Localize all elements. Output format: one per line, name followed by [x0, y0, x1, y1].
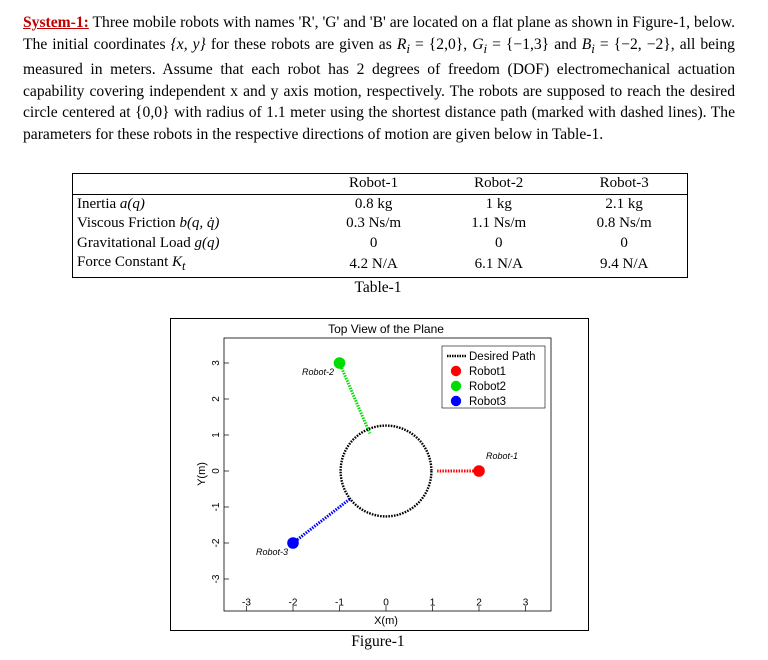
robot-2-label: Robot-2 — [301, 367, 335, 377]
y-tick-label: -3 — [211, 574, 222, 584]
legend-robot1: Robot1 — [469, 366, 507, 378]
y-tick-label: -1 — [211, 502, 222, 512]
y-tick-label: 2 — [211, 396, 222, 402]
table-cell: 4.2 N/A — [311, 253, 436, 277]
robot-2-marker — [334, 357, 346, 369]
legend-robot3: Robot3 — [469, 396, 507, 408]
legend-desired-path: Desired Path — [469, 351, 536, 363]
x-tick-label: -3 — [242, 597, 251, 609]
table-cell: 1 kg — [485, 195, 512, 212]
robot-3-label: Robot-3 — [255, 547, 289, 557]
header-robot-2: Robot-2 — [436, 174, 561, 195]
table-cell: 0.3 Ns/m — [346, 215, 402, 231]
legend-robot2-swatch — [451, 381, 461, 391]
table-cell: 0.8 kg — [354, 195, 393, 212]
x-tick-label: -2 — [288, 597, 298, 609]
y-tick-label: -2 — [211, 538, 222, 548]
table-cell: 2.1 kg — [561, 194, 687, 214]
x-tick-label: 2 — [476, 597, 482, 609]
table-caption: Table-1 — [354, 279, 402, 296]
x-axis-label: X(m) — [374, 615, 398, 627]
y-tick-label: 3 — [211, 360, 222, 366]
table-cell: 0.8 Ns/m — [561, 214, 687, 234]
table-cell: 0 — [494, 234, 503, 251]
problem-heading: System-1: — [23, 14, 89, 31]
header-robot-3: Robot-3 — [561, 174, 687, 195]
y-tick-label: 0 — [211, 468, 222, 474]
figure-caption: Figure-1 — [351, 633, 405, 650]
legend — [442, 346, 545, 408]
problem-statement: System-1: Three mobile robots with names 'R', 'G' and 'B' are located on a flat plane as shown in Figure-1, below. The initial coordinates {x, y} for these robots are given as $R_i = \{2,0\}$, $G_i = \{-1,3\}$ and $B_i = \{-2$, −2}, all being measured in meters. Assume that each robot has 2 degrees of freedom (DOF) electromechanical actuation capability covering independent x and y axis motion, respectively. The robots are supposed to reach the desired circle centered at {0,0} with radius of 1.1 meter using the shortest distance path (marked with dashed lines). The parameters for these robots in the respective directions of motion are given below in Table-1. — [23, 14, 735, 144]
row-label-inertia: Inertia a(q) — [73, 194, 312, 214]
y-axis-label: Y(m) — [196, 462, 208, 486]
x-tick-label: 1 — [429, 597, 436, 609]
row-label-friction: Viscous Friction b(q, q̇) — [73, 214, 312, 234]
legend-robot3-swatch — [451, 396, 461, 406]
desired-path-3 — [293, 499, 350, 543]
table-cell: 0 — [561, 234, 687, 254]
desired-circle — [341, 426, 432, 517]
table-cell: 6.1 N/A — [436, 253, 561, 277]
header-robot-1: Robot-1 — [311, 174, 436, 195]
robot-3-marker — [287, 537, 299, 549]
x-tick-label: -1 — [335, 597, 344, 609]
x-tick-label: 3 — [522, 597, 529, 609]
figure-title: Top View of the Plane — [328, 322, 444, 336]
row-label-force-constant: Force Constant $K_t$ — [73, 253, 312, 277]
x-tick-label: 0 — [383, 597, 389, 609]
table-cell: 0 — [369, 234, 378, 251]
table-cell: 9.4 N/A — [561, 253, 687, 277]
legend-robot2: Robot2 — [469, 381, 507, 393]
desired-path-2 — [340, 363, 370, 433]
legend-robot1-swatch — [451, 366, 461, 376]
y-tick-label: 1 — [211, 432, 222, 438]
row-label-gravity: Gravitational Load g(q) — [73, 234, 312, 254]
robot-1-marker — [473, 465, 485, 477]
robot-1-label: Robot-1 — [485, 451, 519, 461]
table-cell: 1.1 Ns/m — [471, 215, 527, 231]
